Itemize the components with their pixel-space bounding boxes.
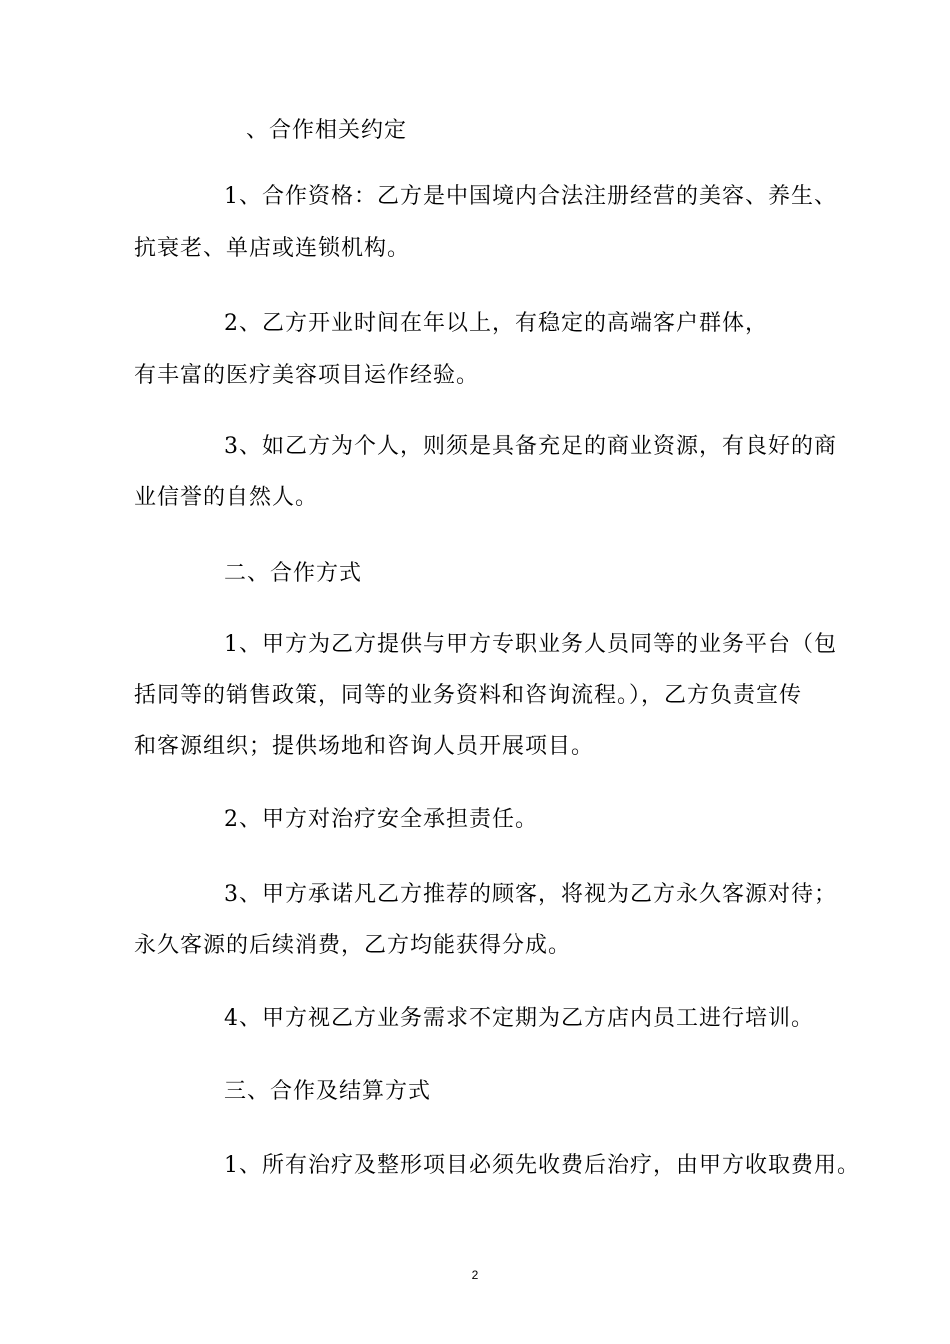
paragraph-line: 抗衰老、单店或连锁机构。 bbox=[134, 236, 411, 261]
section-heading-cooperation-terms: 、合作相关约定 bbox=[246, 118, 408, 143]
paragraph-line: 1、甲方为乙方提供与甲方专职业务人员同等的业务平台（包 bbox=[224, 632, 837, 657]
paragraph-line: 2、甲方对治疗安全承担责任。 bbox=[224, 807, 538, 832]
section-heading-settlement-method: 三、合作及结算方式 bbox=[224, 1079, 432, 1104]
paragraph-line: 业信誉的自然人。 bbox=[134, 485, 319, 510]
section-heading-cooperation-method: 二、合作方式 bbox=[224, 561, 363, 586]
paragraph-line: 和客源组织；提供场地和咨询人员开展项目。 bbox=[134, 734, 595, 759]
paragraph-line: 有丰富的医疗美容项目运作经验。 bbox=[134, 363, 480, 388]
page-number: 2 bbox=[471, 1268, 479, 1282]
paragraph-line: 3、甲方承诺凡乙方推荐的顾客，将视为乙方永久客源对待； bbox=[224, 882, 837, 907]
paragraph-line: 永久客源的后续消费，乙方均能获得分成。 bbox=[134, 933, 572, 958]
paragraph-line: 1、所有治疗及整形项目必须先收费后治疗，由甲方收取费用。 bbox=[224, 1153, 860, 1178]
paragraph-line: 3、如乙方为个人，则须是具备充足的商业资源，有良好的商 bbox=[224, 434, 837, 459]
paragraph-line: 括同等的销售政策，同等的业务资料和咨询流程。），乙方负责宣传 bbox=[134, 683, 803, 708]
paragraph-line: 2、乙方开业时间在年以上，有稳定的高端客户群体， bbox=[224, 311, 768, 336]
paragraph-line: 4、甲方视乙方业务需求不定期为乙方店内员工进行培训。 bbox=[224, 1006, 814, 1031]
paragraph-line: 1、合作资格：乙方是中国境内合法注册经营的美容、养生、 bbox=[224, 184, 837, 209]
